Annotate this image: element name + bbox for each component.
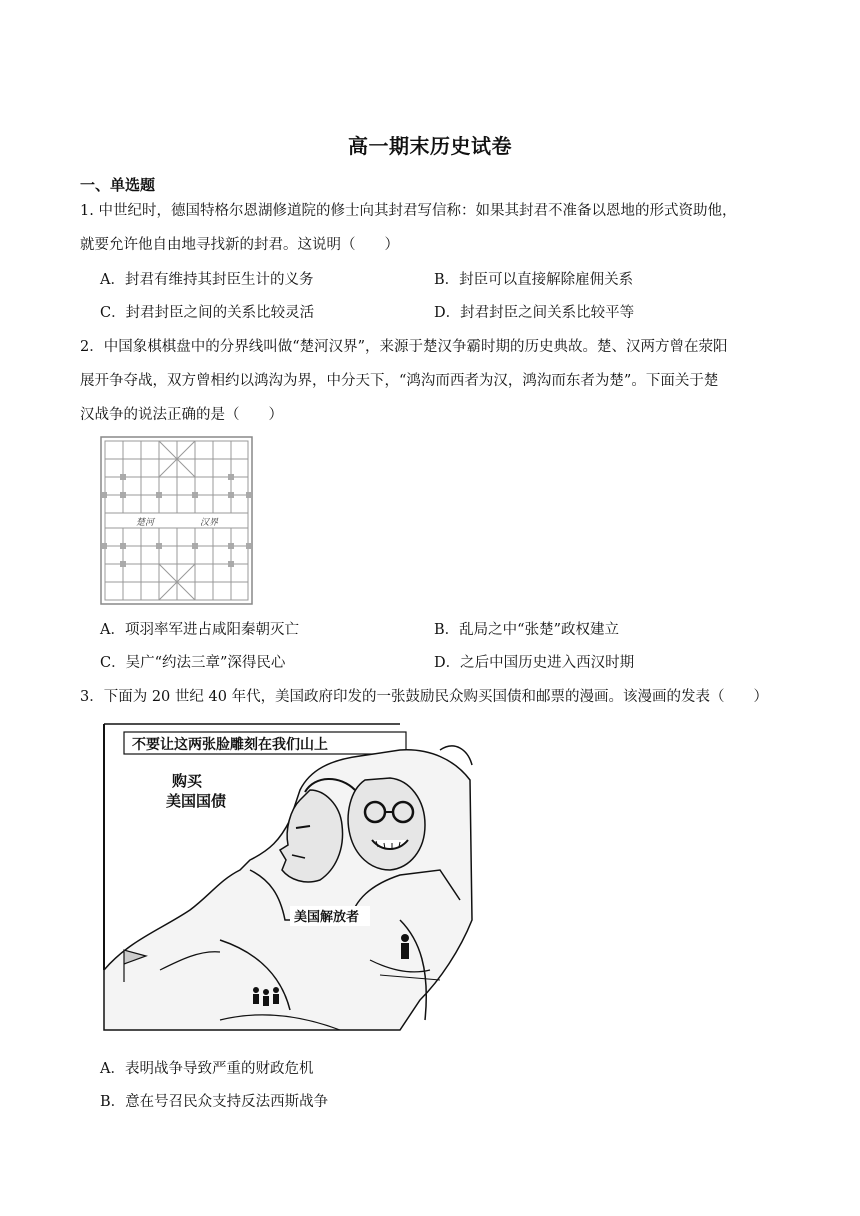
- question-1-option-a[interactable]: A．封君有维持其封臣生计的义务: [100, 272, 314, 288]
- river-text-right: 汉界: [200, 518, 219, 528]
- question-3-stem-line-1: 3．下面为 20 世纪 40 年代，美国政府印发的一张鼓励民众购买国债和邮票的漫画。该漫画的发表（ ）: [80, 689, 769, 705]
- question-2-stem-line-2: 展开争夺战，双方曾相约以鸿沟为界，中分天下，“鸿沟而西者为汉，鸿沟而东者为楚”。下面关于楚: [80, 373, 719, 389]
- cartoon-banner: 不要让这两张脸雕刻在我们山上: [132, 737, 328, 753]
- question-2-stem-line-3: 汉战争的说法正确的是（ ）: [80, 407, 283, 423]
- cartoon-slogan-line-2: 美国国债: [166, 792, 227, 810]
- chess-board-figure: [100, 436, 253, 605]
- question-1-stem-line-1: 1. 中世纪时，德国特格尔恩湖修道院的修士向其封君写信称：如果其封君不准备以恩地的形式资助他，: [80, 203, 737, 219]
- cartoon-caption: 美国解放者: [294, 910, 360, 925]
- question-1-option-c[interactable]: C．封君封臣之间的关系比较灵活: [100, 305, 315, 321]
- question-2-stem-line-1: 2．中国象棋棋盘中的分界线叫做“楚河汉界”，来源于楚汉争霸时期的历史典故。楚、汉两方曾在荥阳: [80, 339, 728, 355]
- propaganda-cartoon-figure: [100, 720, 476, 1035]
- page-title: 高一期末历史试卷: [348, 134, 512, 158]
- question-3-option-a[interactable]: A．表明战争导致严重的财政危机: [100, 1061, 314, 1077]
- question-1-option-d[interactable]: D．封君封臣之间关系比较平等: [434, 305, 635, 321]
- question-2-option-a[interactable]: A．项羽率军进占咸阳秦朝灭亡: [100, 622, 299, 638]
- cartoon-slogan-line-1: 购买: [172, 772, 203, 790]
- question-2-option-d[interactable]: D．之后中国历史进入西汉时期: [434, 655, 635, 671]
- question-1-stem: [80, 194, 790, 262]
- question-1-option-b[interactable]: B．封臣可以直接解除雇佣关系: [434, 272, 634, 288]
- question-2-option-b[interactable]: B．乱局之中“张楚”政权建立: [434, 622, 619, 638]
- river-text-left: 楚河: [136, 518, 155, 528]
- question-3-stem: [80, 680, 790, 714]
- question-1-stem-line-2: 就要允许他自由地寻找新的封君。这说明（ ）: [80, 237, 399, 253]
- question-2-option-c[interactable]: C．吴广“约法三章”深得民心: [100, 655, 286, 671]
- question-2-stem: [80, 330, 790, 432]
- section-heading: 一、单选题: [80, 176, 156, 194]
- question-3-option-b[interactable]: B．意在号召民众支持反法西斯战争: [100, 1094, 329, 1110]
